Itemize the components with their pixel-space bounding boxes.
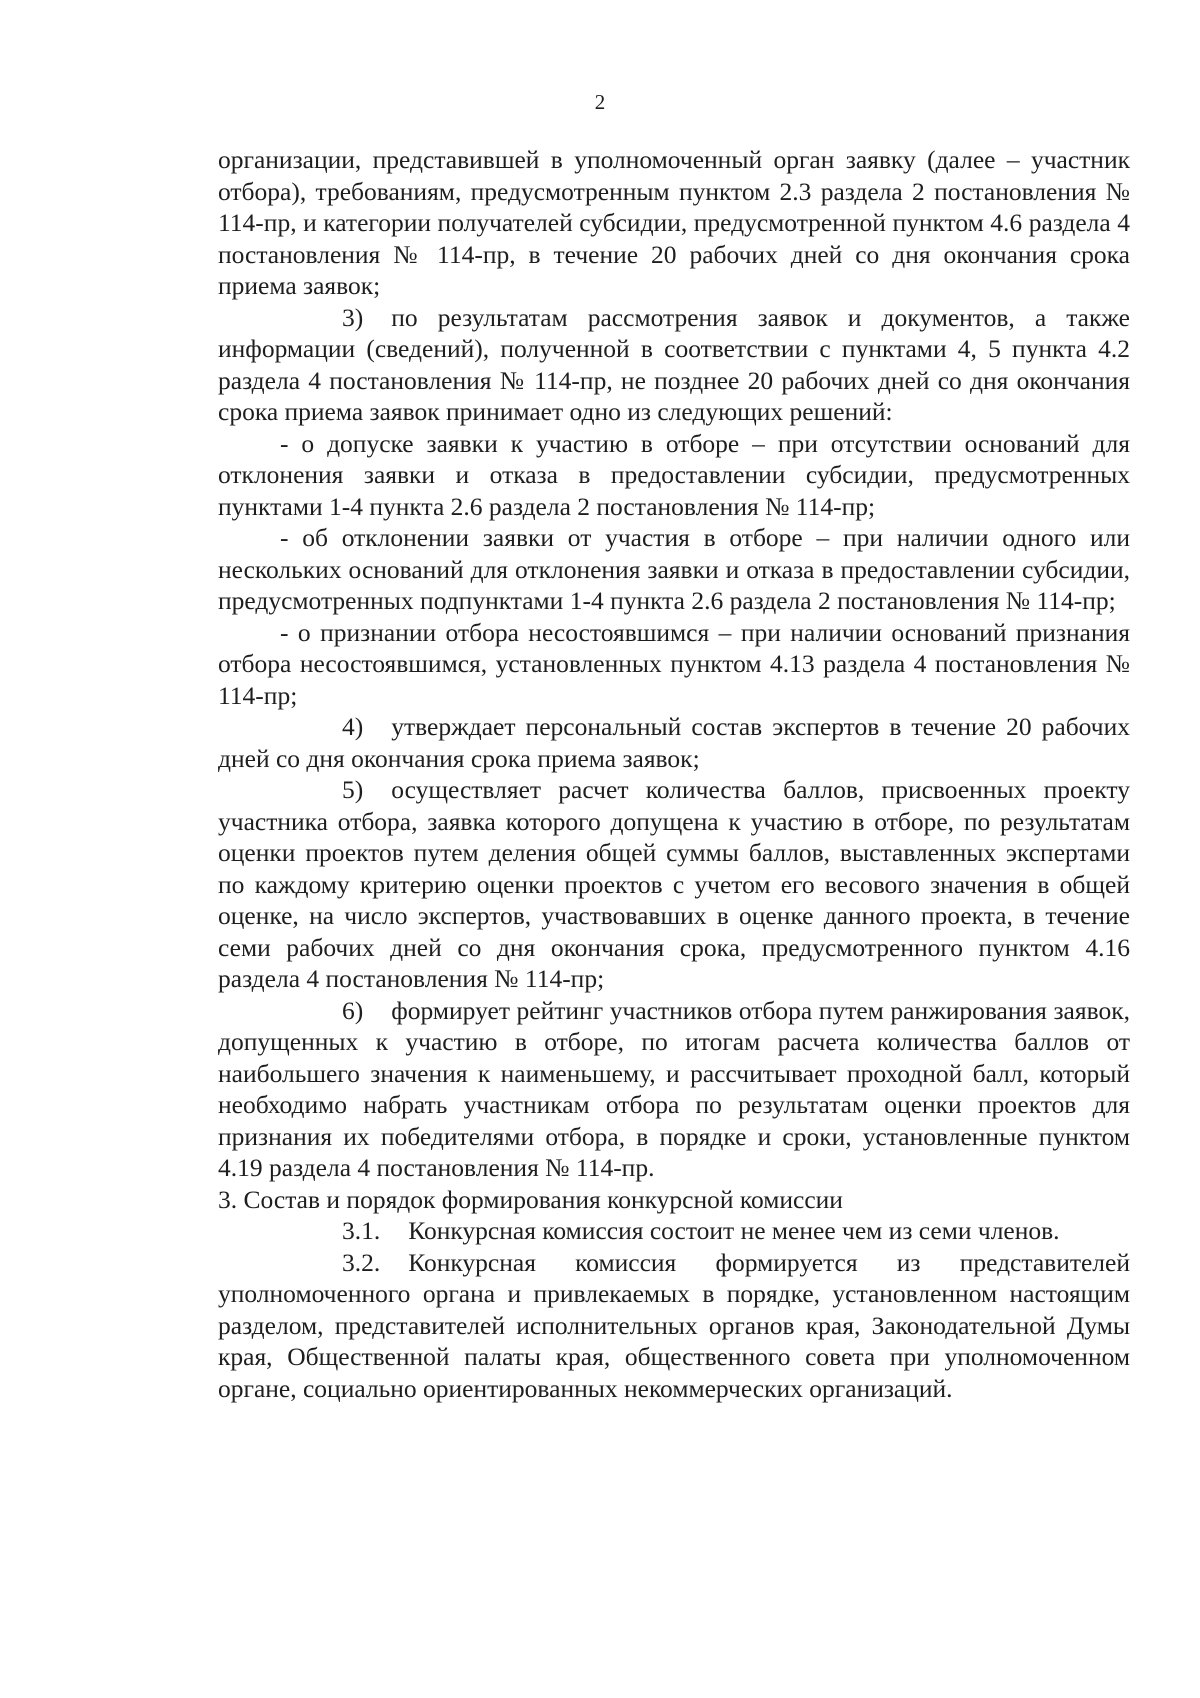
item-number: 4)	[342, 712, 364, 741]
clause	[218, 1247, 1130, 1405]
clause	[218, 1215, 1130, 1247]
bullet-item: - об отклонении заявки от участия в отборе – при наличии одного или нескольких оснований для отклонения заявки и отказа в предоставлении субсидии, предусмотренных подпунктами 1-4 пункта 2.6 раздела 2 постановления № 114-пр;	[218, 523, 1130, 615]
item-text: утверждает персональный состав экспертов в течение 20 рабочих дней со дня окончания срока приема заявок;	[218, 712, 1130, 773]
bullet-item: - о признании отбора несостоявшимся – при наличии оснований признания отбора несостоявшимся, установленных пунктом 4.13 раздела 4 постановления № 114-пр;	[218, 617, 1130, 710]
list-item	[218, 711, 1130, 774]
list-item	[218, 774, 1130, 995]
item-number: 6)	[342, 995, 364, 1025]
clause-text: Конкурсная комиссия формируется из представителей уполномоченного органа и привлекаемых в порядке, установленном настоящим разделом, представителей исполнительных органов края, Законодательной Думы края, Общественной палаты края, общественного совета при уполномоченном органе, социально ориентированных некоммерческих организаций.	[218, 1247, 1130, 1403]
item-number: 5)	[342, 775, 364, 804]
item-number: 3)	[342, 302, 364, 332]
clause-text: Конкурсная комиссия состоит не менее чем из семи членов.	[408, 1216, 1060, 1245]
page-number: 2	[594, 90, 606, 114]
item-text: осуществляет расчет количества баллов, присвоенных проекту участника отбора, заявка которого допущена к участию в отборе, по результатам оценки проектов путем деления общей суммы баллов, выставленных экспертами по каждому критерию оценки проектов с учетом его весового значения в общей оценке, на число экспертов, участвовавших в оценке данного проекта, в течение семи рабочих дней со дня окончания срока, предусмотренного пунктом 4.16 раздела 4 постановления № 114-пр;	[218, 775, 1130, 993]
list-item	[218, 995, 1130, 1184]
list-item	[218, 302, 1130, 428]
document-body	[218, 144, 1130, 1404]
clause-number: 3.2.	[342, 1247, 381, 1277]
bullet-item: - о допуске заявки к участию в отборе – при отсутствии оснований для отклонения заявки и отказа в предоставлении субсидии, предусмотренных пунктами 1-4 пункта 2.6 раздела 2 постановления № 114-пр;	[218, 428, 1130, 521]
clause-number: 3.1.	[342, 1216, 381, 1245]
section-heading: 3. Состав и порядок формирования конкурсной комиссии	[218, 1184, 843, 1214]
item-text: формирует рейтинг участников отбора путем ранжирования заявок, допущенных к участию в отборе, по итогам расчета количества баллов от наибольшего значения к наименьшему, и рассчитывает проходной балл, который необходимо набрать участникам отбора по результатам оценки проектов для признания их победителями отбора, в порядке и сроки, установленные пунктом 4.19 раздела 4 постановления № 114-пр.	[218, 995, 1130, 1182]
paragraph: организации, представившей в уполномоченный орган заявку (далее – участник отбора), требованиям, предусмотренным пунктом 2.3 раздела 2 постановления № 114-пр, и категории получателей субсидии, предусмотренной пунктом 4.6 раздела 4 постановления № 114-пр, в течение 20 рабочих дней со дня окончания срока приема заявок;	[218, 145, 1130, 300]
item-text: по результатам рассмотрения заявок и документов, а также информации (сведений), полученной в соответствии с пунктами 4, 5 пункта 4.2 раздела 4 постановления № 114-пр, не позднее 20 рабочих дней со дня окончания срока приема заявок принимает одно из следующих решений:	[218, 302, 1130, 426]
